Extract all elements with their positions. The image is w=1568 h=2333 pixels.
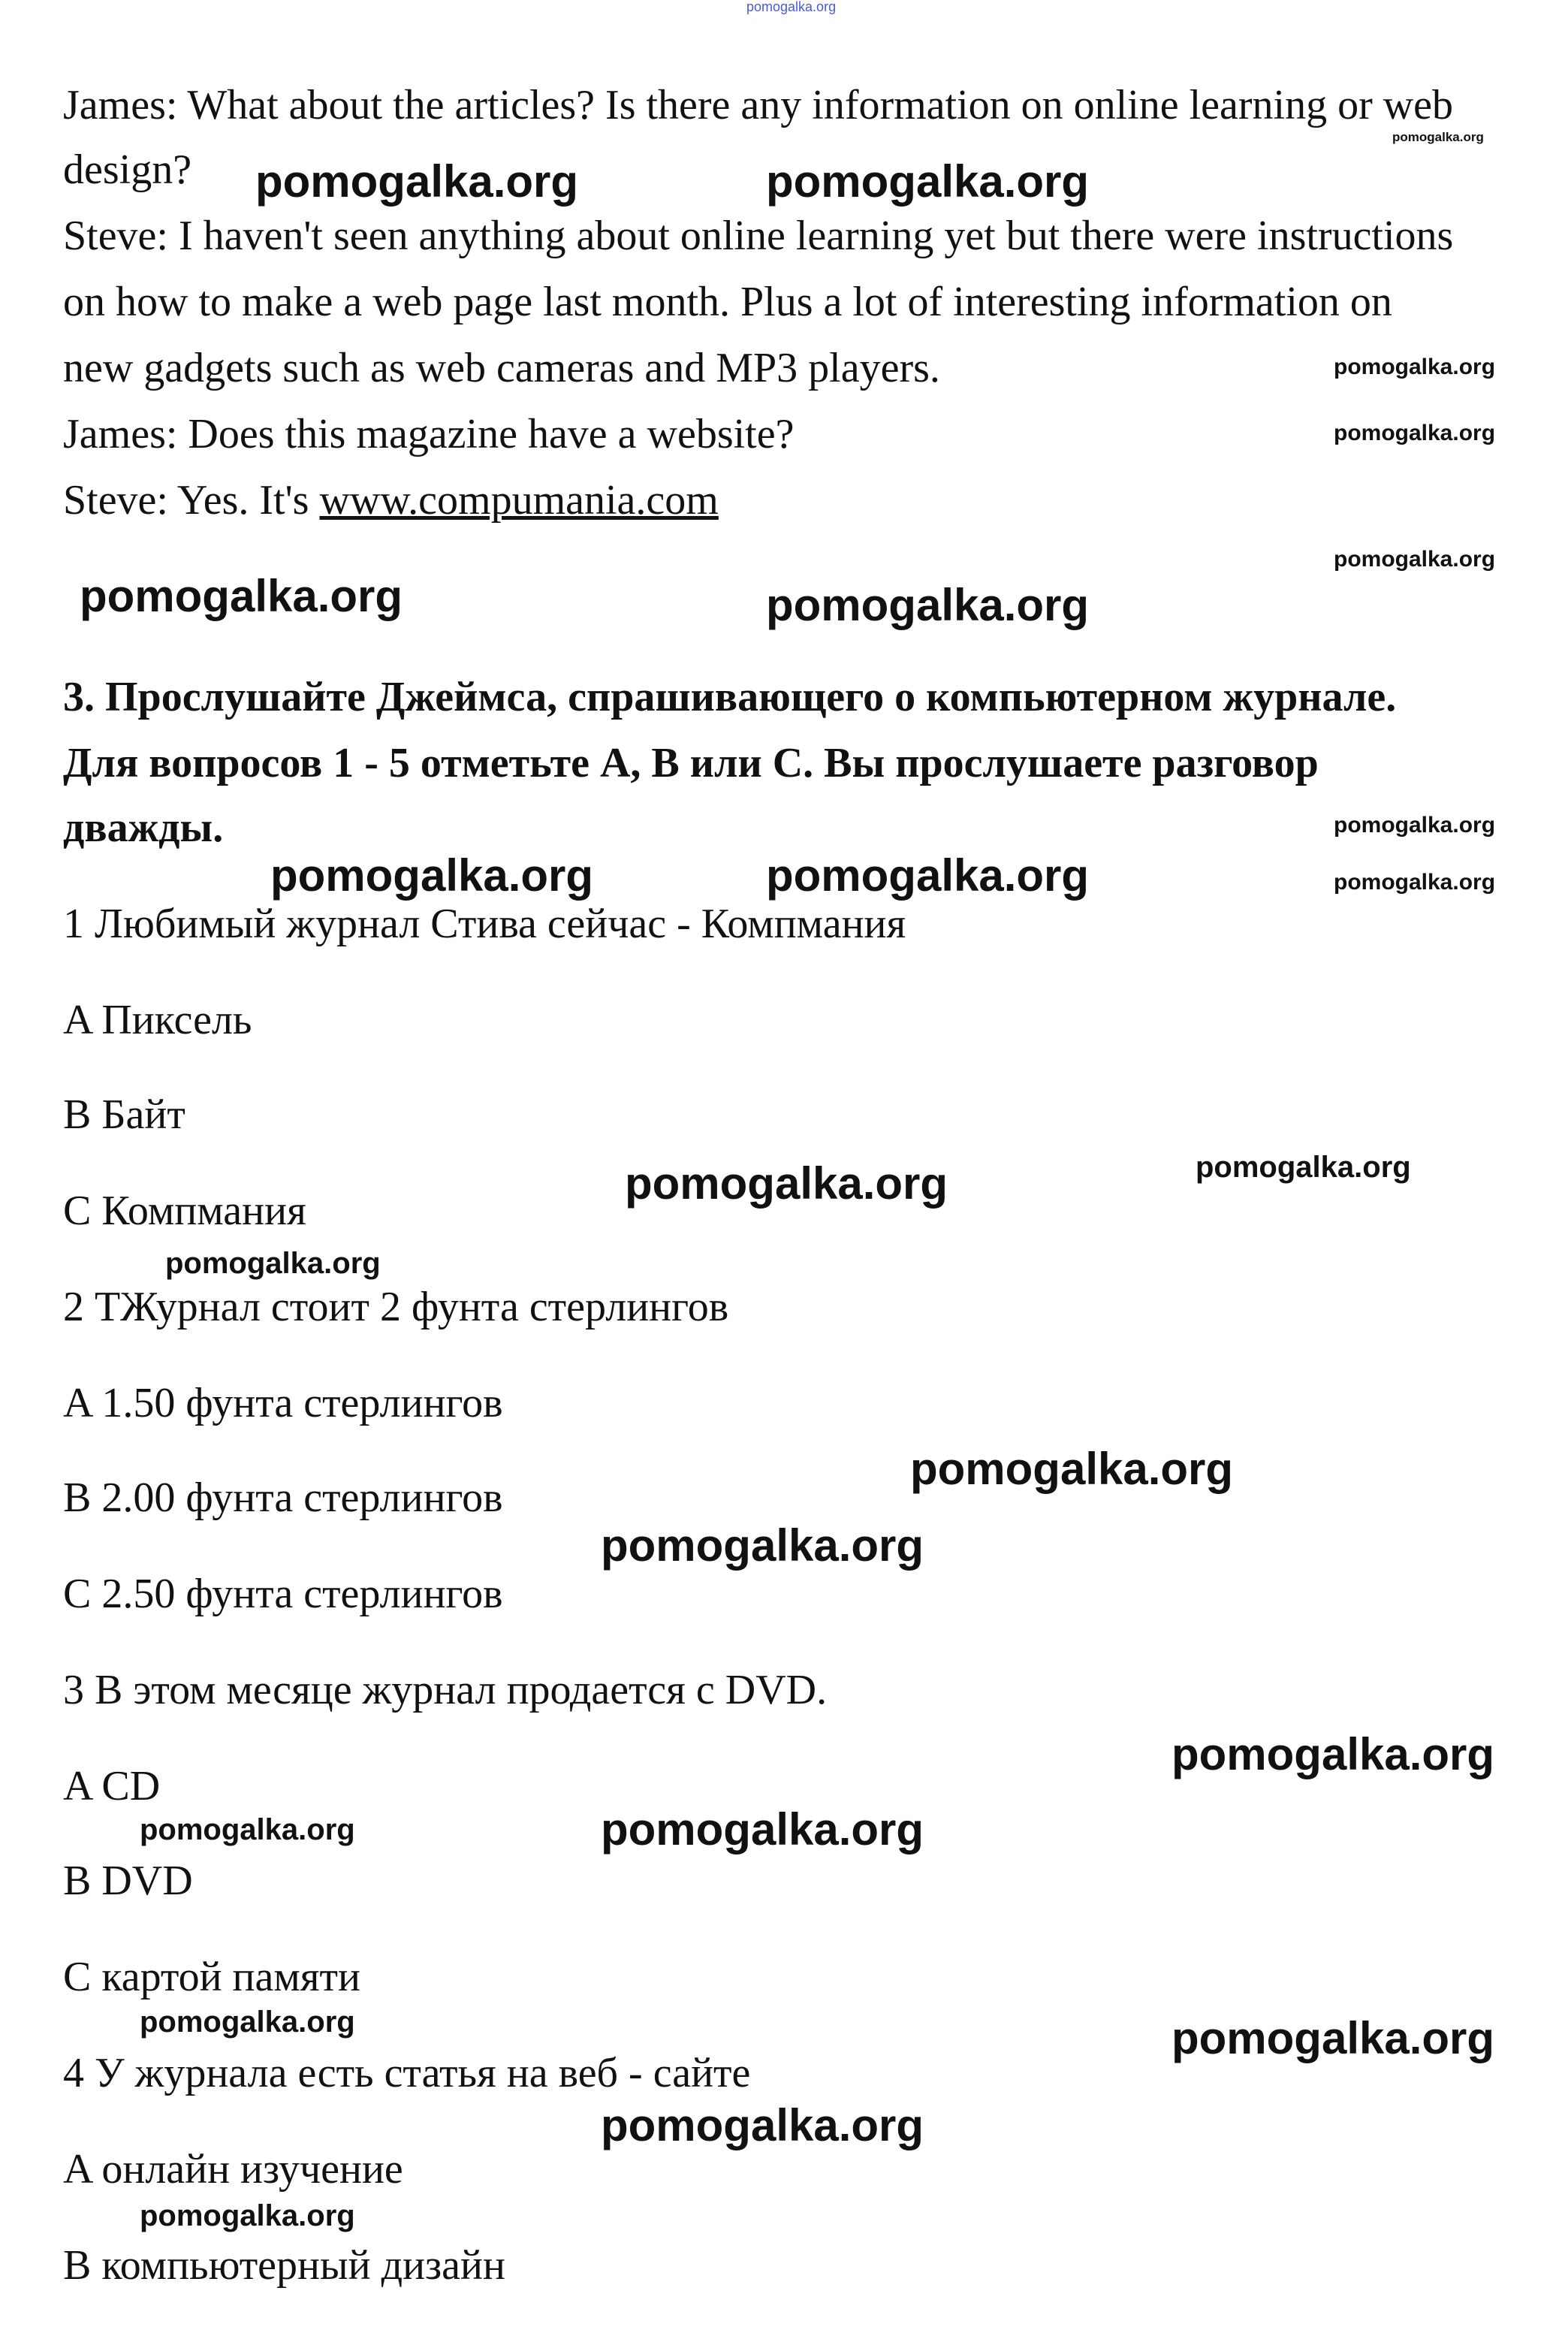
dialogue-line: Steve: I haven't seen anything about online learning yet but there were instructions [63,213,1454,259]
answer-option: C 2.50 фунта стерлингов [63,1571,503,1617]
watermark: pomogalka.org [766,156,1090,207]
answer-option: A CD [63,1763,161,1809]
website-link[interactable]: www.compumania.com [319,477,719,524]
watermark: pomogalka.org [140,2199,355,2232]
dialogue-line: on how to make a web page last month. Plus a lot of interesting information on [63,279,1392,325]
dialogue-line: James: Does this magazine have a website? [63,411,795,457]
watermark: pomogalka.org [1392,130,1484,144]
question: 3 В этом месяце журнал продается с DVD. [63,1667,828,1713]
answer-option: B Байт [63,1091,185,1138]
answer-option: A 1.50 фунта стерлингов [63,1380,503,1426]
watermark: pomogalka.org [1334,421,1496,445]
dialogue-line: design? [63,146,192,193]
watermark: pomogalka.org [270,850,594,901]
watermark: pomogalka.org [1171,1729,1495,1779]
watermark: pomogalka.org [601,1520,924,1571]
watermark: pomogalka.org [601,1804,924,1855]
watermark: pomogalka.org [1334,813,1496,838]
watermark: pomogalka.org [601,2100,924,2150]
heading-line: дважды. [63,804,224,851]
answer-option: A Пиксель [63,997,252,1043]
dialogue-line [63,476,719,524]
answer-option: C картой памяти [63,1954,360,2000]
watermark: pomogalka.org [1196,1151,1411,1184]
answer-option: A онлайн изучение [63,2146,403,2193]
watermark: pomogalka.org [165,1247,381,1280]
answer-option: B компьютерный дизайн [63,2242,505,2289]
watermark: pomogalka.org [140,1813,355,1846]
dialogue-line: new gadgets such as web cameras and MP3 players. [63,345,940,391]
watermark: pomogalka.org [910,1444,1234,1494]
dialogue-line: James: What about the articles? Is there any information on online learning or web [63,82,1454,128]
watermark: pomogalka.org [766,580,1090,630]
watermark: pomogalka.org [255,156,579,207]
answer-option: B 2.00 фунта стерлингов [63,1474,503,1521]
question: 4 У журнала есть статья на веб - сайте [63,2050,751,2096]
watermark: pomogalka.org [80,571,403,621]
heading-line: Для вопросов 1 - 5 отметьте A, B или C. Вы прослушаете разговор [63,740,1319,786]
watermark: pomogalka.org [1171,2013,1495,2063]
answer-option: B DVD [63,1858,193,1904]
question: 1 Любимый журнал Стива сейчас - Компмания [63,901,906,947]
watermark: pomogalka.org [1334,355,1496,379]
watermark: pomogalka.org [1334,870,1496,895]
question: 2 ТЖурнал стоит 2 фунта стерлингов [63,1284,729,1330]
answer-option: C Компмания [63,1188,306,1234]
watermark: pomogalka.org [140,2006,355,2039]
dialogue-text: Steve: Yes. It's [63,477,320,524]
watermark: pomogalka.org [746,0,837,14]
watermark: pomogalka.org [766,850,1090,901]
heading-line: 3. Прослушайте Джеймса, спрашивающего о компьютерном журнале. [63,674,1397,720]
watermark: pomogalka.org [625,1158,948,1209]
watermark: pomogalka.org [1334,547,1496,572]
